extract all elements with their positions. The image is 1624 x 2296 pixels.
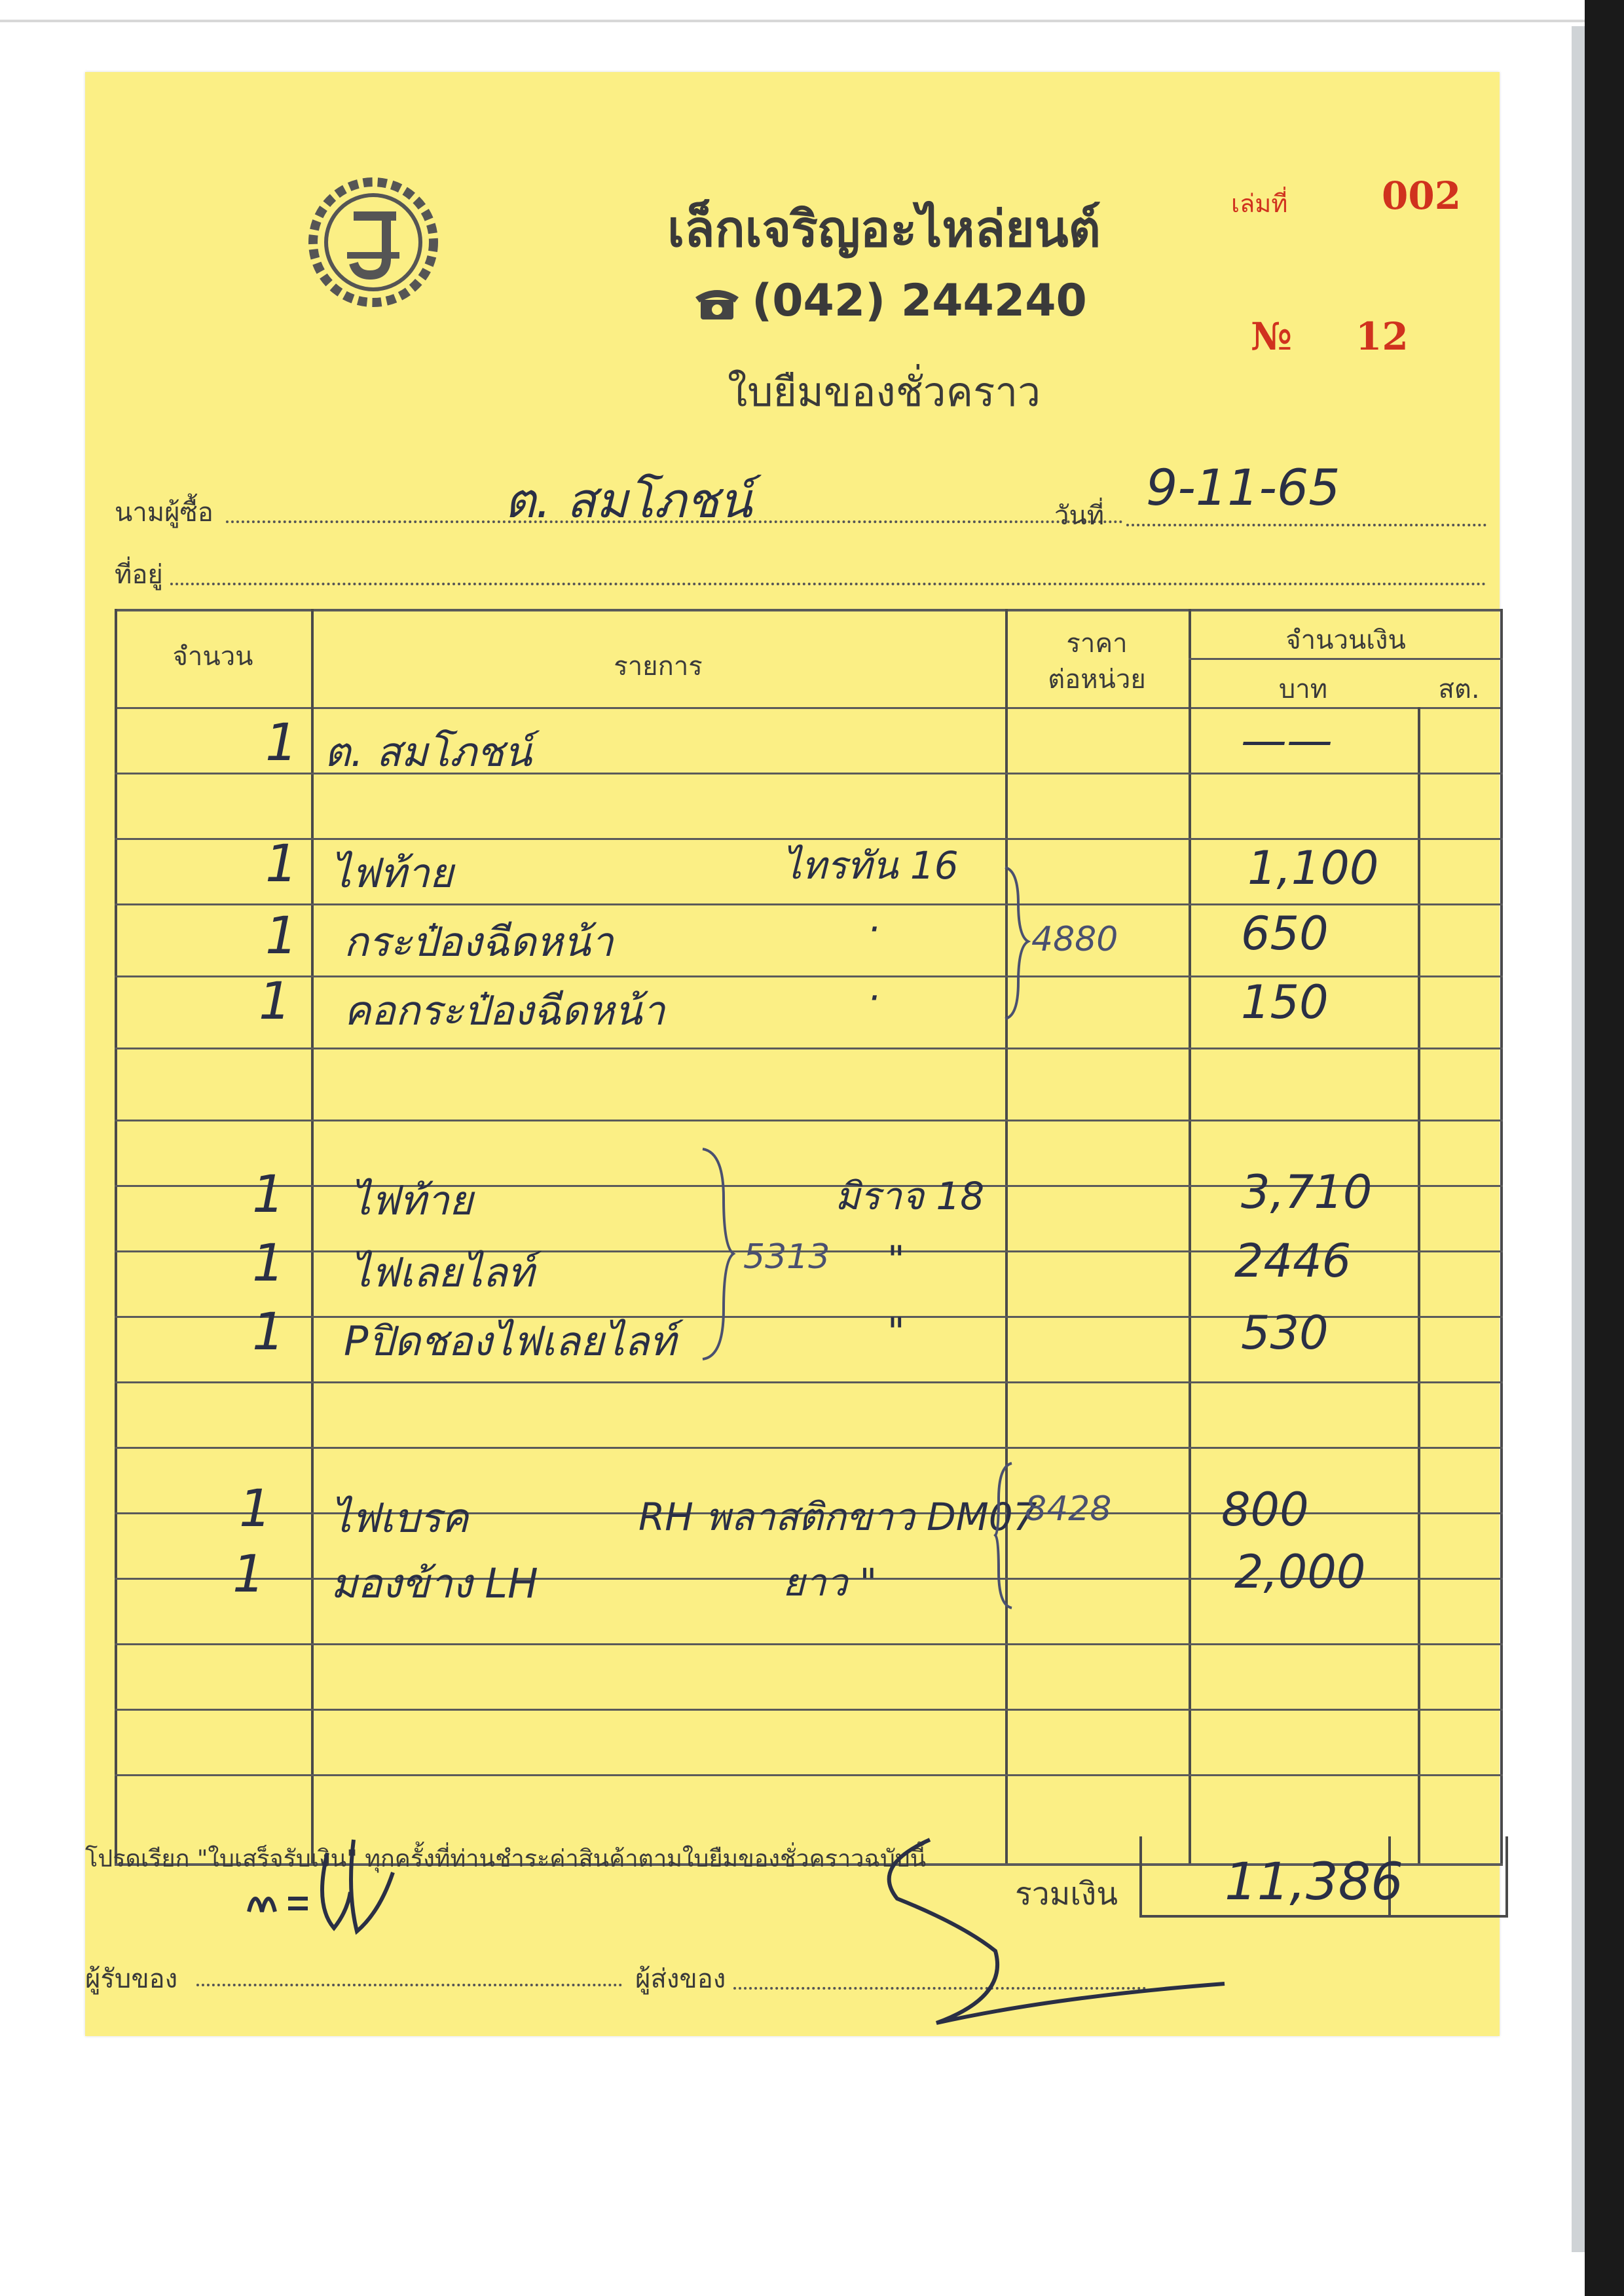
shop-name: เล็กเจริญอะไหล่ยนต์ bbox=[667, 200, 1101, 258]
row-qty: 1 bbox=[252, 1234, 285, 1293]
buyer-value: ต. สมโภชน์ bbox=[504, 473, 752, 529]
receiver-signature bbox=[236, 1813, 445, 1958]
number-label: № bbox=[1251, 314, 1293, 359]
group-bracket bbox=[697, 1146, 737, 1362]
header-item: รายการ bbox=[614, 651, 703, 682]
table-right-border bbox=[1500, 609, 1503, 1866]
row-item: มองข้าง LH bbox=[331, 1559, 538, 1607]
date-dotline bbox=[1126, 524, 1486, 526]
group-total: 5313 bbox=[743, 1237, 830, 1277]
row-item: ไฟเลยไลท์ bbox=[350, 1248, 534, 1296]
row-amount: 800 bbox=[1221, 1483, 1309, 1537]
header-baht: บาท bbox=[1278, 674, 1328, 704]
group-bracket bbox=[999, 864, 1031, 1021]
row-qty: 1 bbox=[252, 1165, 285, 1224]
sender-label: ผู้ส่งของ bbox=[635, 1964, 726, 1994]
sender-signature bbox=[858, 1827, 1277, 2043]
table-left-border bbox=[115, 609, 117, 1866]
row-note: มิราจ 18 bbox=[835, 1174, 985, 1218]
row-qty: 1 bbox=[265, 835, 298, 894]
scan-edge-dark bbox=[1585, 0, 1624, 2296]
row-item: ไฟเบรค bbox=[331, 1494, 469, 1542]
row-rule bbox=[115, 1447, 1503, 1449]
row-note: ไทรทัน 16 bbox=[783, 843, 959, 888]
col-divider-item bbox=[1005, 609, 1008, 1866]
shop-phone bbox=[596, 275, 1185, 327]
row-item: Pปิดชองไฟเลยไลท์ bbox=[344, 1317, 676, 1365]
col-divider-satang bbox=[1418, 707, 1420, 1866]
row-qty: 1 bbox=[259, 972, 291, 1031]
table-top-border bbox=[115, 609, 1503, 611]
document-title: ใบยืมของชั่วคราว bbox=[727, 368, 1041, 416]
row-note: " bbox=[887, 1309, 905, 1354]
col-divider-price bbox=[1189, 609, 1191, 1866]
scan-edge bbox=[1572, 26, 1585, 2252]
group-total: 4880 bbox=[1031, 920, 1118, 959]
row-rule bbox=[115, 773, 1503, 774]
shop-logo-icon bbox=[308, 177, 439, 308]
header-qty: จำนวน bbox=[172, 642, 253, 672]
header-price-1: ราคา bbox=[1066, 629, 1128, 659]
receipt-sheet bbox=[85, 72, 1500, 2036]
phone-number: (042) 244240 bbox=[752, 275, 1087, 327]
book-label: เล่มที่ bbox=[1231, 189, 1288, 218]
group-bracket bbox=[992, 1460, 1025, 1611]
buyer-label: นามผู้ซื้อ bbox=[115, 498, 213, 528]
row-item: กระป๋องฉีดหน้า bbox=[344, 918, 614, 966]
items-table bbox=[115, 609, 1503, 1866]
book-number: 002 bbox=[1382, 173, 1462, 218]
row-qty: 1 bbox=[265, 714, 298, 773]
row-rule bbox=[115, 1709, 1503, 1711]
header-amount: จำนวนเงิน bbox=[1285, 625, 1406, 655]
receiver-dotline bbox=[196, 1984, 622, 1986]
row-rule bbox=[115, 903, 1503, 905]
total-value: 11,386 bbox=[1225, 1853, 1403, 1912]
receipt-note: โปรดเรียก "ใบเสร็จรับเงิน" ทุกครั้งที่ท่านชำระค่าสินค้าตามใบยืมของชั่วคราวฉบับนี้ bbox=[85, 1846, 927, 1872]
row-qty: 1 bbox=[232, 1545, 265, 1604]
row-amount: 650 bbox=[1241, 907, 1329, 960]
row-rule bbox=[115, 1048, 1503, 1049]
date-value: 9-11-65 bbox=[1146, 458, 1340, 517]
date-label: วันที่ bbox=[1054, 501, 1105, 531]
header-price-2: ต่อหน่วย bbox=[1048, 665, 1146, 695]
row-rule bbox=[115, 1643, 1503, 1645]
row-rule bbox=[115, 1381, 1503, 1383]
row-qty: 1 bbox=[252, 1303, 285, 1362]
number-value: 12 bbox=[1356, 314, 1409, 359]
row-note: RH พลาสติกขาว DM07 bbox=[638, 1495, 1037, 1539]
row-item: ไฟท้าย bbox=[331, 849, 454, 897]
address-dotline bbox=[170, 583, 1486, 585]
row-note: ยาว " bbox=[783, 1560, 877, 1605]
total-label: รวมเงิน bbox=[1015, 1876, 1118, 1912]
col-divider-qty bbox=[311, 609, 314, 1866]
telephone-icon bbox=[694, 285, 740, 321]
row-item: คอกระป๋องฉีดหน้า bbox=[344, 987, 665, 1034]
row-note: " bbox=[887, 1237, 905, 1282]
group-total: 8428 bbox=[1025, 1489, 1112, 1529]
row-amount: 3,710 bbox=[1241, 1165, 1373, 1219]
header-satang: สต. bbox=[1438, 674, 1480, 704]
row-rule bbox=[115, 1774, 1503, 1776]
row-qty: 1 bbox=[239, 1480, 272, 1539]
address-label: ที่อยู่ bbox=[115, 560, 163, 590]
row-amount: 530 bbox=[1241, 1306, 1329, 1360]
scan-border bbox=[0, 20, 1585, 22]
receiver-label: ผู้รับของ bbox=[85, 1964, 178, 1994]
row-amount: 1,100 bbox=[1247, 841, 1379, 895]
row-note: · bbox=[868, 975, 880, 1020]
row-amount: 150 bbox=[1241, 975, 1329, 1029]
row-amount: —— bbox=[1241, 714, 1333, 767]
row-note: · bbox=[868, 907, 880, 951]
row-item: ต. สมโภชน์ bbox=[324, 728, 532, 776]
row-rule bbox=[115, 1120, 1503, 1121]
row-item: ไฟท้าย bbox=[350, 1176, 473, 1224]
row-qty: 1 bbox=[265, 907, 298, 966]
row-amount: 2,000 bbox=[1234, 1545, 1366, 1599]
row-amount: 2446 bbox=[1234, 1234, 1352, 1288]
